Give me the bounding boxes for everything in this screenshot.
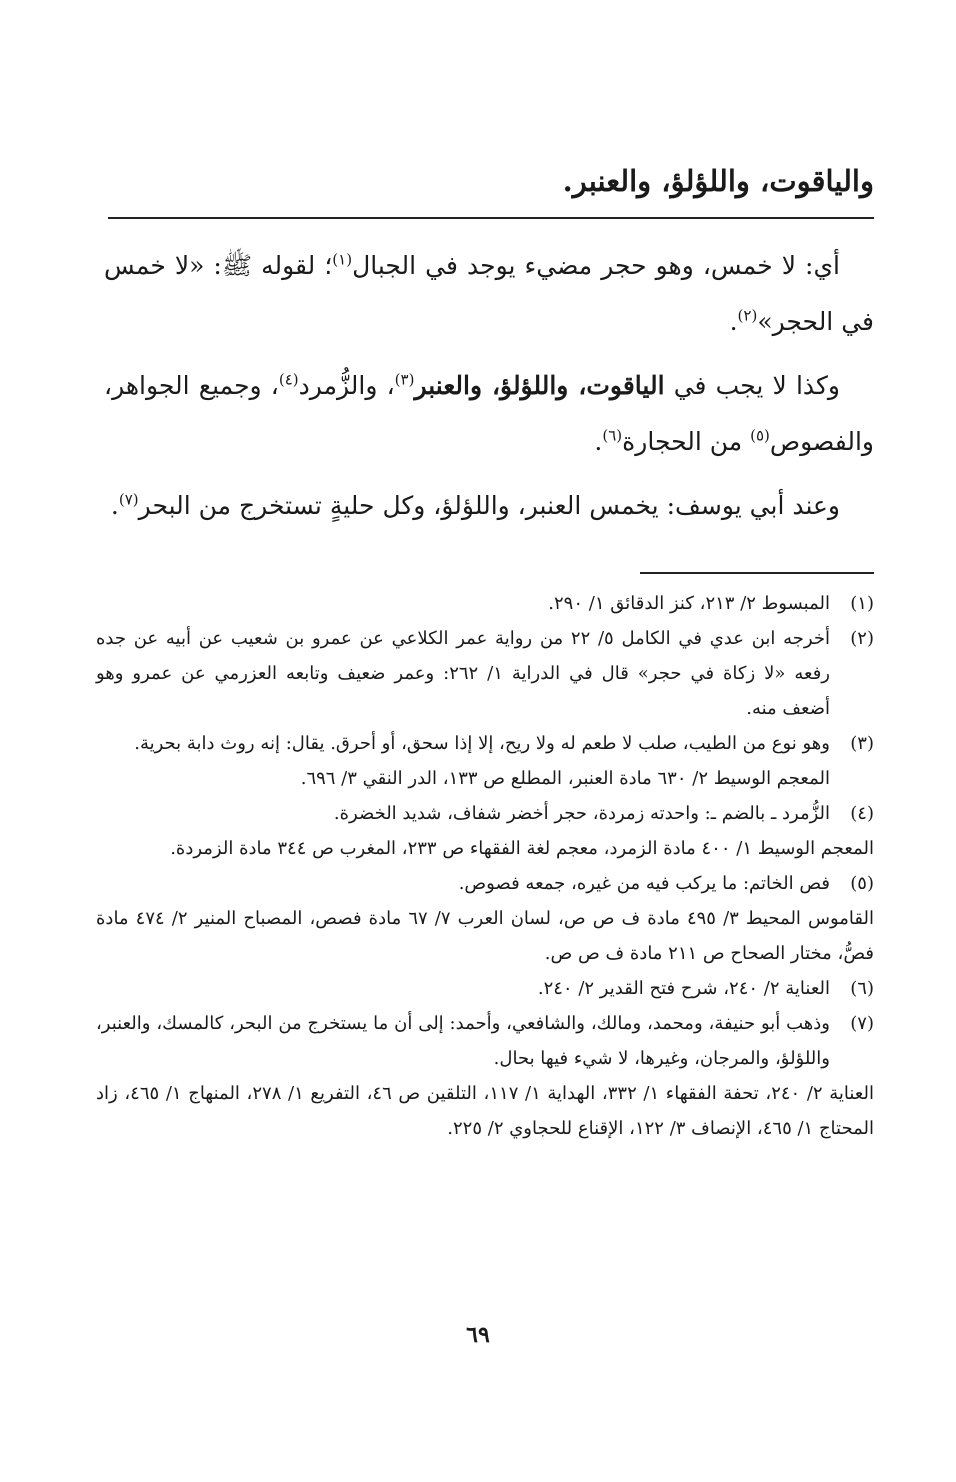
- footnote-text: الزُّمرد ـ بالضم ـ: واحدته زمردة، حجر أخضر شفاف، شديد الخضرة.: [333, 803, 830, 824]
- footnote-ref-6[interactable]: (٦): [602, 426, 623, 445]
- footnote-ref-5[interactable]: (٥): [750, 426, 770, 445]
- footnote-number: (٣): [850, 733, 874, 754]
- footnote-ref-1[interactable]: (١): [332, 250, 353, 269]
- footnote-text: العناية ٢/ ٢٤٠، شرح فتح القدير ٢/ ٢٤٠.: [537, 978, 830, 999]
- footnote-number: (٢): [850, 628, 874, 649]
- quoted-matn: الياقوت، واللؤلؤ، والعنبر: [414, 371, 665, 400]
- commentary-paragraph-3: وعند أبي يوسف: يخمس العنبر، واللؤلؤ، وكل حليةٍ تستخرج من البحر$^{(٧)}$.: [110, 490, 840, 520]
- footnotes: [96, 586, 874, 1146]
- footnote-5-source: القاموس المحيط ٣/ ٤٩٥ مادة ف ص ص، لسان العرب ٧/ ٦٧ مادة فصص، المصباح المنير ٢/ ٤٧٤ مادة فصُّ، مختار الصحاح ص ٢١١ مادة ف ص ص.: [96, 908, 874, 964]
- page-number: ٦٩: [466, 1322, 490, 1348]
- footnote-3: [96, 726, 874, 761]
- footnote-ref-7[interactable]: (٧): [118, 490, 139, 509]
- footnote-5: [96, 866, 874, 901]
- footnote-2: [96, 621, 874, 726]
- footnote-4: [96, 796, 874, 831]
- footnote-number: (٤): [850, 803, 874, 824]
- footnote-divider: [640, 572, 874, 574]
- commentary: [104, 238, 874, 542]
- footnote-ref-3[interactable]: (٣): [394, 370, 415, 389]
- footnote-text: أخرجه ابن عدي في الكامل ٥/ ٢٢ من رواية عمر الكلاعي عن عمرو بن شعيب عن أبيه عن جده رفعه «لا زكاة في حجر» قال في الدراية ١/ ٢٦٢: وعمر ضعيف وتابعه العزرمي عن عمرو وهو أضعف منه.: [96, 628, 830, 719]
- footnote-ref-4[interactable]: (٤): [278, 370, 299, 389]
- matn-text: والياقوت، واللؤلؤ، والعنبر.: [562, 164, 874, 198]
- footnote-1: [96, 586, 874, 621]
- footnote-text: المبسوط ٢/ ٢١٣، كنز الدقائق ١/ ٢٩٠.: [548, 593, 830, 614]
- matn-divider: [108, 217, 874, 219]
- footnote-3-source: المعجم الوسيط ٢/ ٦٣٠ مادة العنبر، المطلع ص ١٣٣، الدر النقي ٣/ ٦٩٦.: [300, 768, 830, 789]
- footnote-text: وذهب أبو حنيفة، ومحمد، ومالك، والشافعي، وأحمد: إلى أن ما يستخرج من البحر، كالمسك، والعنبر، واللؤلؤ، والمرجان، وغيرها، لا شيء فيها بحال.: [96, 1013, 830, 1069]
- footnote-number: (٧): [850, 1013, 874, 1034]
- footnote-number: (٥): [850, 873, 874, 894]
- footnote-text: وهو نوع من الطيب، صلب لا طعم له ولا ريح، إلا إذا سحق، أو أحرق. يقال: إنه روث دابة بحرية.: [134, 733, 830, 754]
- footnote-text: فص الخاتم: ما يركب فيه من غيره، جمعه فصوص.: [458, 873, 830, 894]
- footnote-4-source: المعجم الوسيط ١/ ٤٠٠ مادة الزمرد، معجم لغة الفقهاء ص ٢٣٣، المغرب ص ٣٤٤ مادة الزمردة.: [170, 838, 874, 859]
- footnote-number: (١): [850, 593, 874, 614]
- footnote-ref-2[interactable]: (٢): [737, 306, 758, 325]
- footnote-6: [96, 971, 874, 1006]
- commentary-paragraph-1: أي: لا خمس، وهو حجر مضيء يوجد في الجبال$^{(١)}$؛ لقوله ﷺ: «لا خمس في الحجر»$^{(٢)}$.: [104, 250, 874, 336]
- footnote-7-source: العناية ٢/ ٢٤٠، تحفة الفقهاء ١/ ٣٣٢، الهداية ١/ ١١٧، التلقين ص ٤٦، التفريع ١/ ٢٧٨، المنهاج ١/ ٤٦٥، زاد المحتاج ١/ ٤٦٥، الإنصاف ٣/ ١٢٢، الإقناع للحجاوي ٢/ ٢٢٥.: [96, 1083, 874, 1139]
- commentary-paragraph-2: وكذا لا يجب في الياقوت، واللؤلؤ، والعنبر$^{(٣)}$، والزُّمرد$^{(٤)}$، وجميع الجواهر، والفصوص$^{(٥)}$ من الحجارة$^{(٦)}$.: [104, 370, 874, 456]
- footnote-7: [96, 1006, 874, 1076]
- footnote-number: (٦): [850, 978, 874, 999]
